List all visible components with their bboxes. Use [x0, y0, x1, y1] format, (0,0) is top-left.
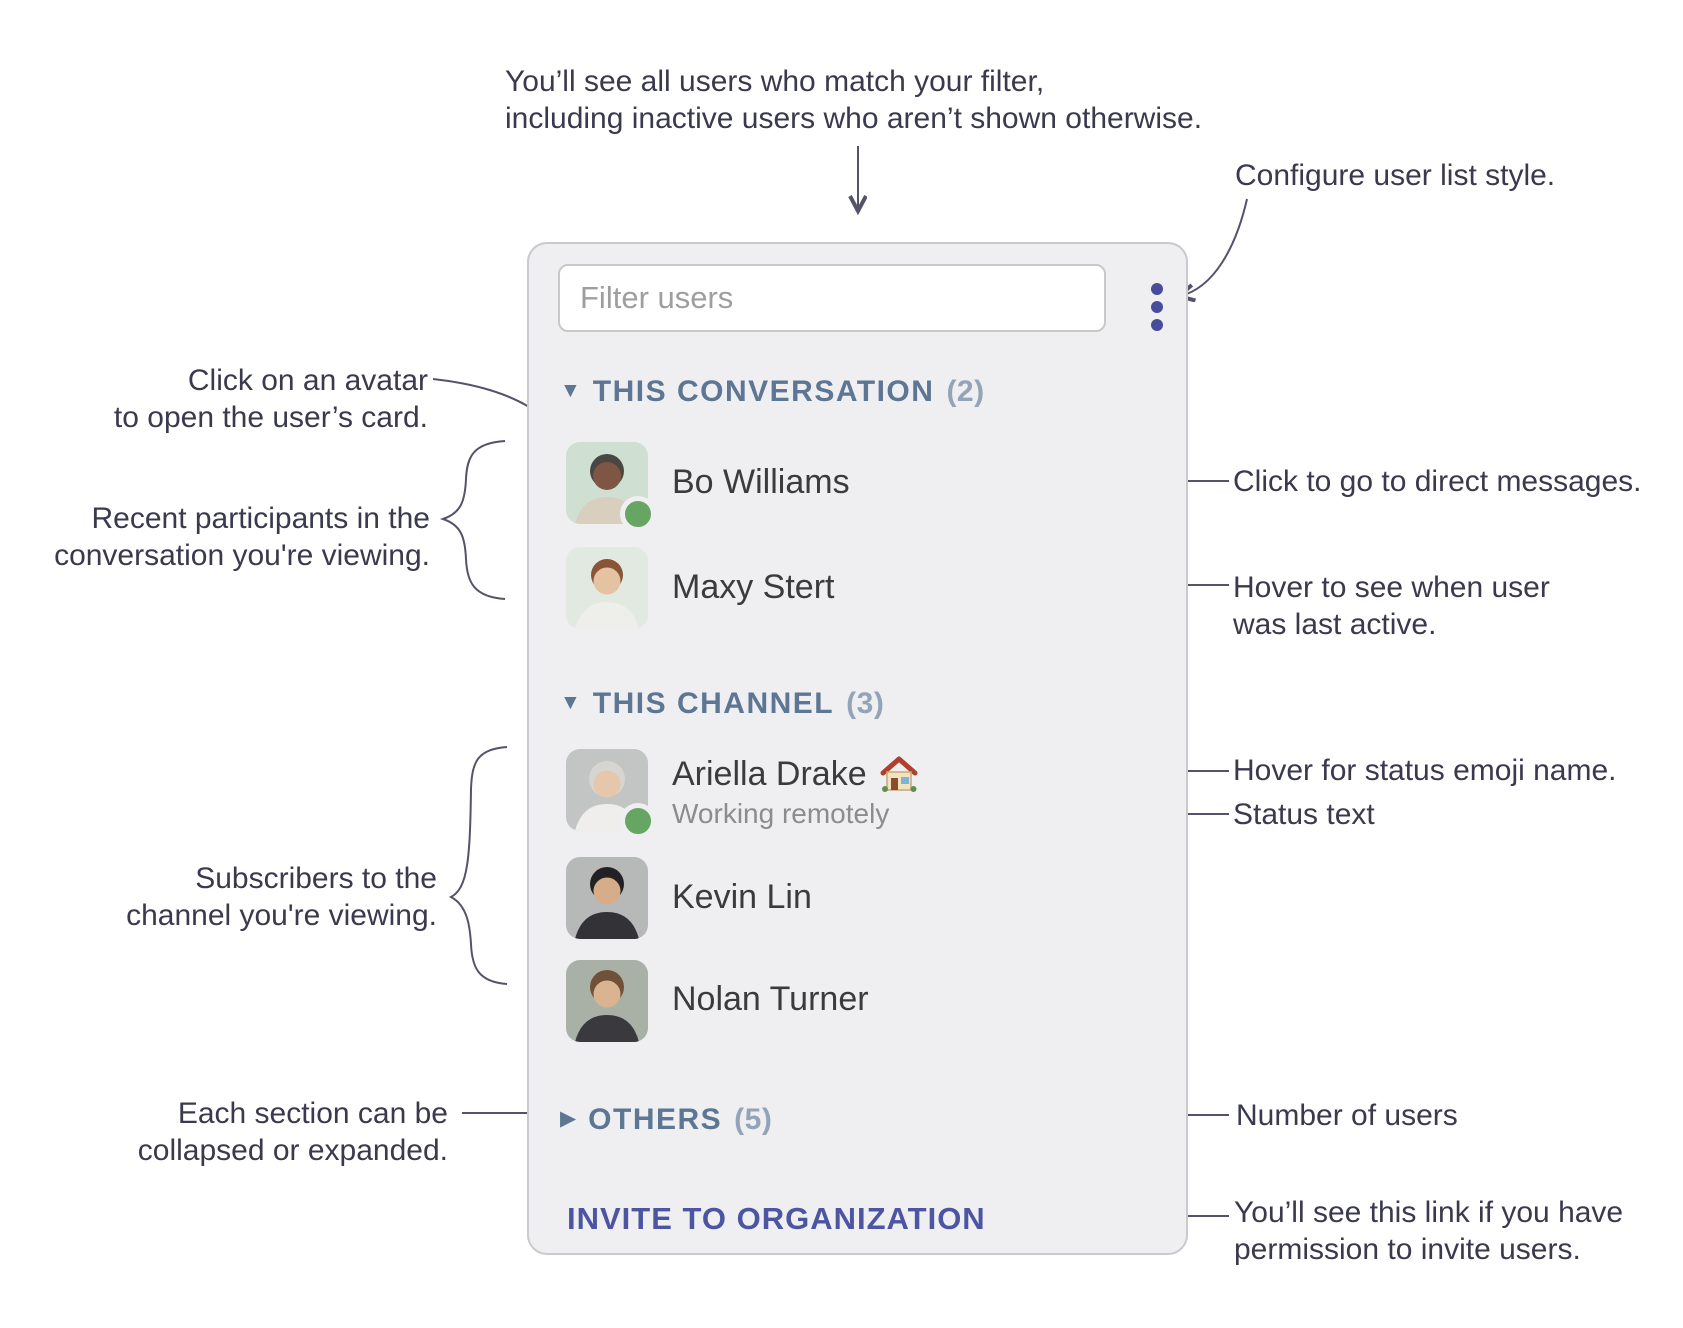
note-invite-permission: You’ll see this link if you have permission to invite users.	[1234, 1196, 1624, 1266]
section-label: THIS CONVERSATION	[592, 375, 935, 408]
user-status-text: Working remotely	[672, 798, 890, 829]
note-status-emoji: Hover for status emoji name.	[1233, 754, 1617, 787]
filter-users-input[interactable]	[558, 264, 1106, 332]
user-name-nolan-turner[interactable]: Nolan Turner	[672, 980, 869, 1018]
note-subscribers: Subscribers to the channel you're viewing.	[126, 862, 437, 932]
section-label: THIS CHANNEL	[592, 687, 835, 720]
note-collapse-expand: Each section can be collapsed or expanded.	[137, 1097, 448, 1167]
user-name-maxy-stert[interactable]: Maxy Stert	[672, 568, 835, 606]
note-filter-results: You’ll see all users who match your filter, including inactive users who aren’t shown otherwise.	[505, 65, 1203, 135]
avatar-image	[566, 857, 648, 939]
section-header-this-channel[interactable]	[560, 685, 884, 723]
user-list-panel	[527, 242, 1188, 1255]
brace-subscribers	[451, 747, 507, 984]
avatar-nolan-turner[interactable]	[566, 960, 648, 1042]
section-header-this-conversation[interactable]	[560, 373, 985, 411]
section-count: (3)	[846, 687, 885, 720]
arrow-configure	[1180, 199, 1247, 296]
brace-recent-participants	[443, 441, 505, 599]
section-label: OTHERS	[588, 1103, 723, 1136]
avatar-image	[566, 960, 648, 1042]
user-list-style-menu-button[interactable]	[1129, 269, 1185, 345]
triangle-down-icon: ▼	[560, 691, 581, 714]
note-direct-messages: Click to go to direct messages.	[1233, 465, 1642, 498]
avatar-bo-williams[interactable]	[566, 442, 648, 524]
avatar-image	[566, 547, 648, 629]
section-count: (2)	[946, 375, 985, 408]
user-name-kevin-lin[interactable]: Kevin Lin	[672, 878, 812, 916]
section-count: (5)	[734, 1103, 773, 1136]
presence-active-dot	[620, 496, 656, 532]
avatar-kevin-lin[interactable]	[566, 857, 648, 939]
user-name-ariella-drake[interactable]: Ariella Drake	[672, 753, 918, 795]
note-recent-participants: Recent participants in the conversation you're viewing.	[54, 502, 430, 572]
note-configure-style: Configure user list style.	[1235, 159, 1556, 192]
presence-active-dot	[620, 803, 656, 839]
triangle-down-icon: ▼	[560, 379, 581, 402]
section-header-others[interactable]	[560, 1101, 772, 1139]
note-number-of-users: Number of users	[1236, 1099, 1458, 1132]
avatar-maxy-stert[interactable]	[566, 547, 648, 629]
note-last-active: Hover to see when user was last active.	[1233, 571, 1550, 641]
house-status-emoji-icon	[880, 756, 918, 792]
triangle-right-icon: ▶	[560, 1107, 577, 1130]
note-status-text: Status text	[1233, 798, 1375, 831]
note-avatar-click: Click on an avatar to open the user’s card.	[113, 364, 428, 434]
user-name-bo-williams[interactable]: Bo Williams	[672, 463, 850, 501]
invite-to-organization-link[interactable]: INVITE TO ORGANIZATION	[567, 1201, 986, 1236]
avatar-ariella-drake[interactable]	[566, 749, 648, 831]
kebab-menu-icon	[1151, 283, 1163, 331]
